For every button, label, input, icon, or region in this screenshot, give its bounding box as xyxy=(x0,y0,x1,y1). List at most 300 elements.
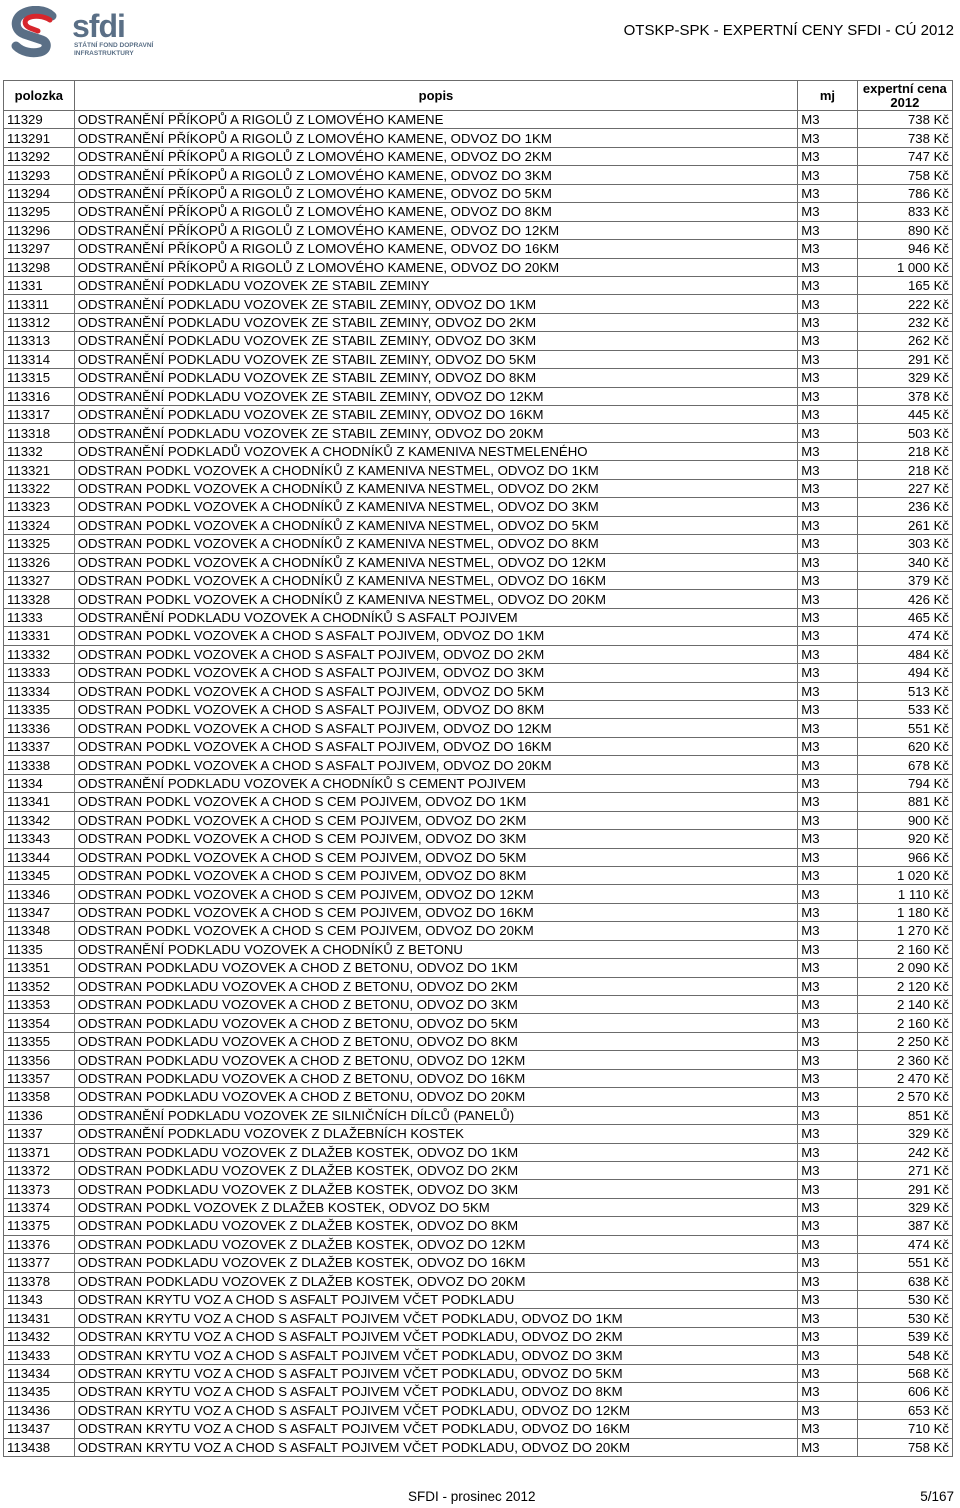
cell-price: 530 Kč xyxy=(857,1309,952,1327)
cell-desc: ODSTRAN PODKLADU VOZOVEK Z DLAŽEB KOSTEK, ODVOZ DO 16KM xyxy=(74,1254,798,1272)
cell-code: 113318 xyxy=(4,424,75,442)
cell-code: 113435 xyxy=(4,1383,75,1401)
cell-price: 218 Kč xyxy=(857,461,952,479)
cell-unit: M3 xyxy=(798,258,857,276)
table-row xyxy=(4,664,953,682)
table-row xyxy=(4,387,953,405)
cell-desc: ODSTRANĚNÍ PODKLADU VOZOVEK ZE STABIL ZEMINY, ODVOZ DO 16KM xyxy=(74,406,798,424)
cell-unit: M3 xyxy=(798,1143,857,1161)
cell-unit: M3 xyxy=(798,406,857,424)
cell-price: 1 180 Kč xyxy=(857,903,952,921)
table-row xyxy=(4,1106,953,1124)
cell-code: 113334 xyxy=(4,682,75,700)
cell-unit: M3 xyxy=(798,1106,857,1124)
cell-unit: M3 xyxy=(798,1254,857,1272)
table-row xyxy=(4,479,953,497)
cell-code: 113342 xyxy=(4,811,75,829)
cell-desc: ODSTRAN PODKL VOZOVEK A CHOD S CEM POJIVEM, ODVOZ DO 3KM xyxy=(74,830,798,848)
cell-price: 881 Kč xyxy=(857,793,952,811)
cell-code: 113332 xyxy=(4,645,75,663)
cell-code: 113373 xyxy=(4,1180,75,1198)
cell-code: 113331 xyxy=(4,627,75,645)
cell-code: 113348 xyxy=(4,922,75,940)
cell-unit: M3 xyxy=(798,830,857,848)
cell-price: 710 Kč xyxy=(857,1420,952,1438)
table-row xyxy=(4,1088,953,1106)
cell-price: 539 Kč xyxy=(857,1327,952,1345)
cell-price: 291 Kč xyxy=(857,1180,952,1198)
column-header-price-line1: expertní cena xyxy=(862,80,947,96)
price-table xyxy=(3,80,953,1457)
cell-unit: M3 xyxy=(798,1309,857,1327)
document-title: OTSKP-SPK - EXPERTNÍ CENY SFDI - CÚ 2012 xyxy=(623,22,954,39)
cell-desc: ODSTRAN PODKL VOZOVEK A CHOD S ASFALT POJIVEM, ODVOZ DO 3KM xyxy=(74,664,798,682)
table-row xyxy=(4,756,953,774)
cell-desc: ODSTRANĚNÍ PODKLADU VOZOVEK ZE STABIL ZEMINY, ODVOZ DO 20KM xyxy=(74,424,798,442)
cell-code: 113354 xyxy=(4,1014,75,1032)
cell-desc: ODSTRANĚNÍ PŘÍKOPŮ A RIGOLŮ Z LOMOVÉHO KAMENE, ODVOZ DO 5KM xyxy=(74,184,798,202)
cell-desc: ODSTRANĚNÍ PŘÍKOPŮ A RIGOLŮ Z LOMOVÉHO KAMENE, ODVOZ DO 8KM xyxy=(74,203,798,221)
cell-unit: M3 xyxy=(798,1125,857,1143)
cell-code: 113345 xyxy=(4,866,75,884)
cell-price: 445 Kč xyxy=(857,406,952,424)
cell-price: 794 Kč xyxy=(857,774,952,792)
table-row xyxy=(4,866,953,884)
cell-price: 465 Kč xyxy=(857,608,952,626)
cell-desc: ODSTRAN PODKL VOZOVEK A CHOD S ASFALT POJIVEM, ODVOZ DO 8KM xyxy=(74,701,798,719)
table-row xyxy=(4,1438,953,1456)
cell-desc: ODSTRAN PODKLADU VOZOVEK A CHOD Z BETONU, ODVOZ DO 16KM xyxy=(74,1069,798,1087)
cell-unit: M3 xyxy=(798,664,857,682)
cell-price: 900 Kč xyxy=(857,811,952,829)
cell-code: 113293 xyxy=(4,166,75,184)
table-row xyxy=(4,571,953,589)
cell-price: 851 Kč xyxy=(857,1106,952,1124)
cell-price: 262 Kč xyxy=(857,332,952,350)
cell-code: 113344 xyxy=(4,848,75,866)
cell-price: 2 090 Kč xyxy=(857,959,952,977)
table-row xyxy=(4,369,953,387)
table-row xyxy=(4,793,953,811)
cell-code: 113436 xyxy=(4,1401,75,1419)
cell-code: 11337 xyxy=(4,1125,75,1143)
cell-price: 227 Kč xyxy=(857,479,952,497)
cell-unit: M3 xyxy=(798,369,857,387)
cell-unit: M3 xyxy=(798,1346,857,1364)
cell-desc: ODSTRAN KRYTU VOZ A CHOD S ASFALT POJIVEM VČET PODKLADU xyxy=(74,1291,798,1309)
table-row xyxy=(4,1346,953,1364)
cell-code: 11335 xyxy=(4,940,75,958)
cell-price: 548 Kč xyxy=(857,1346,952,1364)
cell-price: 291 Kč xyxy=(857,350,952,368)
cell-code: 113315 xyxy=(4,369,75,387)
cell-desc: ODSTRAN PODKL VOZOVEK A CHOD S CEM POJIVEM, ODVOZ DO 12KM xyxy=(74,885,798,903)
cell-desc: ODSTRAN PODKL VOZOVEK A CHOD S ASFALT POJIVEM, ODVOZ DO 20KM xyxy=(74,756,798,774)
cell-desc: ODSTRANĚNÍ PODKLADU VOZOVEK A CHODNÍKŮ S ASFALT POJIVEM xyxy=(74,608,798,626)
cell-code: 113338 xyxy=(4,756,75,774)
cell-desc: ODSTRAN PODKL VOZOVEK A CHOD S ASFALT POJIVEM, ODVOZ DO 2KM xyxy=(74,645,798,663)
cell-desc: ODSTRANĚNÍ PŘÍKOPŮ A RIGOLŮ Z LOMOVÉHO KAMENE, ODVOZ DO 16KM xyxy=(74,240,798,258)
cell-code: 113295 xyxy=(4,203,75,221)
cell-unit: M3 xyxy=(798,866,857,884)
table-row xyxy=(4,830,953,848)
cell-price: 758 Kč xyxy=(857,166,952,184)
cell-code: 113324 xyxy=(4,516,75,534)
cell-desc: ODSTRAN PODKL VOZOVEK A CHOD S CEM POJIVEM, ODVOZ DO 1KM xyxy=(74,793,798,811)
table-row xyxy=(4,1217,953,1235)
sfdi-logo xyxy=(8,6,168,62)
cell-price: 606 Kč xyxy=(857,1383,952,1401)
cell-price: 2 160 Kč xyxy=(857,1014,952,1032)
table-row xyxy=(4,221,953,239)
table-row xyxy=(4,940,953,958)
cell-desc: ODSTRANĚNÍ PODKLADU VOZOVEK ZE STABIL ZEMINY, ODVOZ DO 1KM xyxy=(74,295,798,313)
cell-code: 113357 xyxy=(4,1069,75,1087)
cell-desc: ODSTRAN PODKLADU VOZOVEK Z DLAŽEB KOSTEK, ODVOZ DO 2KM xyxy=(74,1161,798,1179)
cell-code: 11334 xyxy=(4,774,75,792)
table-row xyxy=(4,1309,953,1327)
cell-price: 218 Kč xyxy=(857,442,952,460)
table-row xyxy=(4,111,953,129)
cell-code: 113341 xyxy=(4,793,75,811)
cell-code: 113333 xyxy=(4,664,75,682)
cell-desc: ODSTRAN KRYTU VOZ A CHOD S ASFALT POJIVEM VČET PODKLADU, ODVOZ DO 1KM xyxy=(74,1309,798,1327)
cell-price: 165 Kč xyxy=(857,276,952,294)
cell-code: 113296 xyxy=(4,221,75,239)
table-header xyxy=(4,81,953,111)
cell-unit: M3 xyxy=(798,682,857,700)
cell-code: 113326 xyxy=(4,553,75,571)
cell-code: 113434 xyxy=(4,1364,75,1382)
cell-unit: M3 xyxy=(798,387,857,405)
cell-desc: ODSTRANĚNÍ PODKLADU VOZOVEK ZE STABIL ZEMINY, ODVOZ DO 3KM xyxy=(74,332,798,350)
table-row xyxy=(4,424,953,442)
table-row xyxy=(4,848,953,866)
cell-unit: M3 xyxy=(798,645,857,663)
cell-unit: M3 xyxy=(798,571,857,589)
cell-code: 113311 xyxy=(4,295,75,313)
table-row xyxy=(4,276,953,294)
table-row xyxy=(4,996,953,1014)
cell-desc: ODSTRAN PODKLADU VOZOVEK A CHOD Z BETONU, ODVOZ DO 8KM xyxy=(74,1032,798,1050)
cell-price: 222 Kč xyxy=(857,295,952,313)
cell-desc: ODSTRAN PODKL VOZOVEK A CHODNÍKŮ Z KAMENIVA NESTMEL, ODVOZ DO 1KM xyxy=(74,461,798,479)
cell-unit: M3 xyxy=(798,553,857,571)
table-row xyxy=(4,645,953,663)
cell-code: 113325 xyxy=(4,535,75,553)
cell-code: 113346 xyxy=(4,885,75,903)
table-body xyxy=(4,111,953,1457)
table-row xyxy=(4,295,953,313)
cell-desc: ODSTRANĚNÍ PODKLADU VOZOVEK A CHODNÍKŮ Z BETONU xyxy=(74,940,798,958)
cell-desc: ODSTRANĚNÍ PŘÍKOPŮ A RIGOLŮ Z LOMOVÉHO KAMENE, ODVOZ DO 2KM xyxy=(74,147,798,165)
cell-desc: ODSTRANĚNÍ PŘÍKOPŮ A RIGOLŮ Z LOMOVÉHO KAMENE, ODVOZ DO 12KM xyxy=(74,221,798,239)
cell-desc: ODSTRAN PODKLADU VOZOVEK A CHOD Z BETONU, ODVOZ DO 20KM xyxy=(74,1088,798,1106)
column-header-code: polozka xyxy=(4,81,75,111)
table-row xyxy=(4,1161,953,1179)
cell-price: 1 020 Kč xyxy=(857,866,952,884)
cell-unit: M3 xyxy=(798,1198,857,1216)
table-row xyxy=(4,737,953,755)
cell-price: 340 Kč xyxy=(857,553,952,571)
cell-price: 758 Kč xyxy=(857,1438,952,1456)
cell-unit: M3 xyxy=(798,1401,857,1419)
cell-price: 2 470 Kč xyxy=(857,1069,952,1087)
table-row xyxy=(4,406,953,424)
cell-code: 113323 xyxy=(4,498,75,516)
cell-price: 379 Kč xyxy=(857,571,952,589)
cell-desc: ODSTRAN PODKLADU VOZOVEK A CHOD Z BETONU, ODVOZ DO 12KM xyxy=(74,1051,798,1069)
cell-unit: M3 xyxy=(798,922,857,940)
cell-desc: ODSTRAN PODKLADU VOZOVEK Z DLAŽEB KOSTEK, ODVOZ DO 1KM xyxy=(74,1143,798,1161)
cell-price: 503 Kč xyxy=(857,424,952,442)
cell-desc: ODSTRAN PODKL VOZOVEK A CHOD S ASFALT POJIVEM, ODVOZ DO 16KM xyxy=(74,737,798,755)
cell-price: 261 Kč xyxy=(857,516,952,534)
table-row xyxy=(4,1180,953,1198)
cell-code: 113433 xyxy=(4,1346,75,1364)
cell-desc: ODSTRANĚNÍ PŘÍKOPŮ A RIGOLŮ Z LOMOVÉHO KAMENE, ODVOZ DO 1KM xyxy=(74,129,798,147)
cell-price: 530 Kč xyxy=(857,1291,952,1309)
cell-unit: M3 xyxy=(798,1291,857,1309)
cell-code: 113312 xyxy=(4,313,75,331)
cell-desc: ODSTRANĚNÍ PODKLADU VOZOVEK ZE STABIL ZEMINY, ODVOZ DO 5KM xyxy=(74,350,798,368)
cell-desc: ODSTRAN PODKL VOZOVEK Z DLAŽEB KOSTEK, ODVOZ DO 5KM xyxy=(74,1198,798,1216)
cell-price: 833 Kč xyxy=(857,203,952,221)
table-row xyxy=(4,1235,953,1253)
table-row xyxy=(4,977,953,995)
cell-price: 620 Kč xyxy=(857,737,952,755)
table-row xyxy=(4,498,953,516)
cell-price: 329 Kč xyxy=(857,1125,952,1143)
cell-code: 113291 xyxy=(4,129,75,147)
cell-price: 1 110 Kč xyxy=(857,885,952,903)
cell-unit: M3 xyxy=(798,608,857,626)
table-row xyxy=(4,553,953,571)
cell-code: 11336 xyxy=(4,1106,75,1124)
cell-unit: M3 xyxy=(798,885,857,903)
cell-desc: ODSTRAN PODKL VOZOVEK A CHODNÍKŮ Z KAMENIVA NESTMEL, ODVOZ DO 20KM xyxy=(74,590,798,608)
cell-code: 11343 xyxy=(4,1291,75,1309)
cell-desc: ODSTRAN PODKL VOZOVEK A CHOD S CEM POJIVEM, ODVOZ DO 16KM xyxy=(74,903,798,921)
cell-code: 113297 xyxy=(4,240,75,258)
table-row xyxy=(4,1014,953,1032)
cell-code: 113378 xyxy=(4,1272,75,1290)
cell-code: 113432 xyxy=(4,1327,75,1345)
cell-unit: M3 xyxy=(798,1438,857,1456)
cell-desc: ODSTRAN PODKL VOZOVEK A CHOD S ASFALT POJIVEM, ODVOZ DO 12KM xyxy=(74,719,798,737)
cell-code: 113431 xyxy=(4,1309,75,1327)
cell-code: 113352 xyxy=(4,977,75,995)
cell-price: 494 Kč xyxy=(857,664,952,682)
cell-code: 113358 xyxy=(4,1088,75,1106)
table-row xyxy=(4,1051,953,1069)
cell-unit: M3 xyxy=(798,203,857,221)
cell-desc: ODSTRANĚNÍ PODKLADU VOZOVEK Z DLAŽEBNÍCH KOSTEK xyxy=(74,1125,798,1143)
table-row xyxy=(4,147,953,165)
cell-price: 232 Kč xyxy=(857,313,952,331)
table-row xyxy=(4,682,953,700)
cell-code: 113356 xyxy=(4,1051,75,1069)
cell-desc: ODSTRAN PODKL VOZOVEK A CHOD S CEM POJIVEM, ODVOZ DO 8KM xyxy=(74,866,798,884)
cell-desc: ODSTRANĚNÍ PODKLADŮ VOZOVEK A CHODNÍKŮ Z KAMENIVA NESTMELENÉHO xyxy=(74,442,798,460)
cell-unit: M3 xyxy=(798,848,857,866)
cell-unit: M3 xyxy=(798,627,857,645)
cell-unit: M3 xyxy=(798,1364,857,1382)
cell-price: 329 Kč xyxy=(857,369,952,387)
cell-price: 329 Kč xyxy=(857,1198,952,1216)
table-row xyxy=(4,1032,953,1050)
cell-desc: ODSTRANĚNÍ PODKLADU VOZOVEK ZE SILNIČNÍCH DÍLCŮ (PANELŮ) xyxy=(74,1106,798,1124)
table-row xyxy=(4,811,953,829)
cell-code: 113292 xyxy=(4,147,75,165)
table-row xyxy=(4,1383,953,1401)
cell-code: 113317 xyxy=(4,406,75,424)
cell-unit: M3 xyxy=(798,959,857,977)
cell-price: 890 Kč xyxy=(857,221,952,239)
cell-desc: ODSTRAN PODKL VOZOVEK A CHOD S CEM POJIVEM, ODVOZ DO 5KM xyxy=(74,848,798,866)
cell-price: 1 270 Kč xyxy=(857,922,952,940)
cell-code: 113343 xyxy=(4,830,75,848)
cell-unit: M3 xyxy=(798,701,857,719)
cell-desc: ODSTRAN KRYTU VOZ A CHOD S ASFALT POJIVEM VČET PODKLADU, ODVOZ DO 8KM xyxy=(74,1383,798,1401)
cell-price: 303 Kč xyxy=(857,535,952,553)
column-header-price xyxy=(857,81,952,111)
cell-desc: ODSTRAN PODKL VOZOVEK A CHOD S ASFALT POJIVEM, ODVOZ DO 5KM xyxy=(74,682,798,700)
cell-unit: M3 xyxy=(798,424,857,442)
table-row xyxy=(4,442,953,460)
table-row xyxy=(4,1125,953,1143)
cell-price: 946 Kč xyxy=(857,240,952,258)
cell-price: 738 Kč xyxy=(857,111,952,129)
cell-desc: ODSTRAN PODKLADU VOZOVEK Z DLAŽEB KOSTEK, ODVOZ DO 12KM xyxy=(74,1235,798,1253)
cell-unit: M3 xyxy=(798,793,857,811)
cell-code: 113351 xyxy=(4,959,75,977)
cell-price: 2 160 Kč xyxy=(857,940,952,958)
cell-price: 426 Kč xyxy=(857,590,952,608)
cell-code: 11331 xyxy=(4,276,75,294)
cell-unit: M3 xyxy=(798,590,857,608)
logo-subtitle: STÁTNÍ FOND DOPRAVNÍ INFRASTRUKTURY xyxy=(74,42,154,57)
cell-unit: M3 xyxy=(798,774,857,792)
cell-price: 2 120 Kč xyxy=(857,977,952,995)
table-row xyxy=(4,184,953,202)
cell-code: 113374 xyxy=(4,1198,75,1216)
cell-unit: M3 xyxy=(798,1217,857,1235)
cell-unit: M3 xyxy=(798,903,857,921)
table-row xyxy=(4,203,953,221)
cell-price: 653 Kč xyxy=(857,1401,952,1419)
column-header-unit: mj xyxy=(798,81,857,111)
cell-unit: M3 xyxy=(798,313,857,331)
cell-code: 113376 xyxy=(4,1235,75,1253)
table-row xyxy=(4,535,953,553)
cell-price: 747 Kč xyxy=(857,147,952,165)
table-row xyxy=(4,590,953,608)
cell-code: 113327 xyxy=(4,571,75,589)
cell-price: 236 Kč xyxy=(857,498,952,516)
cell-code: 113375 xyxy=(4,1217,75,1235)
cell-desc: ODSTRAN PODKL VOZOVEK A CHODNÍKŮ Z KAMENIVA NESTMEL, ODVOZ DO 16KM xyxy=(74,571,798,589)
cell-code: 113347 xyxy=(4,903,75,921)
cell-desc: ODSTRAN PODKL VOZOVEK A CHODNÍKŮ Z KAMENIVA NESTMEL, ODVOZ DO 12KM xyxy=(74,553,798,571)
cell-unit: M3 xyxy=(798,498,857,516)
cell-code: 113322 xyxy=(4,479,75,497)
table-row xyxy=(4,1291,953,1309)
cell-unit: M3 xyxy=(798,1032,857,1050)
cell-unit: M3 xyxy=(798,977,857,995)
cell-desc: ODSTRAN KRYTU VOZ A CHOD S ASFALT POJIVEM VČET PODKLADU, ODVOZ DO 16KM xyxy=(74,1420,798,1438)
cell-price: 2 140 Kč xyxy=(857,996,952,1014)
table-row xyxy=(4,240,953,258)
cell-desc: ODSTRAN PODKL VOZOVEK A CHOD S CEM POJIVEM, ODVOZ DO 2KM xyxy=(74,811,798,829)
cell-price: 271 Kč xyxy=(857,1161,952,1179)
cell-unit: M3 xyxy=(798,940,857,958)
cell-price: 551 Kč xyxy=(857,1254,952,1272)
cell-code: 113371 xyxy=(4,1143,75,1161)
cell-desc: ODSTRANĚNÍ PŘÍKOPŮ A RIGOLŮ Z LOMOVÉHO KAMENE, ODVOZ DO 20KM xyxy=(74,258,798,276)
cell-desc: ODSTRANĚNÍ PODKLADU VOZOVEK ZE STABIL ZEMINY, ODVOZ DO 8KM xyxy=(74,369,798,387)
column-header-desc: popis xyxy=(74,81,798,111)
table-row xyxy=(4,959,953,977)
cell-price: 2 250 Kč xyxy=(857,1032,952,1050)
table-row xyxy=(4,701,953,719)
cell-price: 387 Kč xyxy=(857,1217,952,1235)
cell-code: 113335 xyxy=(4,701,75,719)
cell-desc: ODSTRAN KRYTU VOZ A CHOD S ASFALT POJIVEM VČET PODKLADU, ODVOZ DO 12KM xyxy=(74,1401,798,1419)
cell-code: 113336 xyxy=(4,719,75,737)
table-row xyxy=(4,885,953,903)
cell-unit: M3 xyxy=(798,350,857,368)
cell-code: 113316 xyxy=(4,387,75,405)
cell-desc: ODSTRAN PODKLADU VOZOVEK A CHOD Z BETONU, ODVOZ DO 3KM xyxy=(74,996,798,1014)
table-row xyxy=(4,1327,953,1345)
cell-desc: ODSTRAN PODKLADU VOZOVEK Z DLAŽEB KOSTEK, ODVOZ DO 8KM xyxy=(74,1217,798,1235)
cell-unit: M3 xyxy=(798,1235,857,1253)
cell-price: 513 Kč xyxy=(857,682,952,700)
cell-price: 678 Kč xyxy=(857,756,952,774)
cell-desc: ODSTRAN KRYTU VOZ A CHOD S ASFALT POJIVEM VČET PODKLADU, ODVOZ DO 20KM xyxy=(74,1438,798,1456)
table-row xyxy=(4,1254,953,1272)
cell-code: 113437 xyxy=(4,1420,75,1438)
cell-code: 113377 xyxy=(4,1254,75,1272)
cell-unit: M3 xyxy=(798,1272,857,1290)
cell-code: 113294 xyxy=(4,184,75,202)
cell-desc: ODSTRAN PODKL VOZOVEK A CHODNÍKŮ Z KAMENIVA NESTMEL, ODVOZ DO 2KM xyxy=(74,479,798,497)
cell-code: 11332 xyxy=(4,442,75,460)
cell-unit: M3 xyxy=(798,184,857,202)
table-row xyxy=(4,313,953,331)
cell-price: 568 Kč xyxy=(857,1364,952,1382)
cell-unit: M3 xyxy=(798,1180,857,1198)
cell-desc: ODSTRANĚNÍ PŘÍKOPŮ A RIGOLŮ Z LOMOVÉHO KAMENE xyxy=(74,111,798,129)
cell-unit: M3 xyxy=(798,479,857,497)
cell-unit: M3 xyxy=(798,535,857,553)
table-row xyxy=(4,1143,953,1161)
cell-code: 113438 xyxy=(4,1438,75,1456)
cell-price: 533 Kč xyxy=(857,701,952,719)
cell-desc: ODSTRAN PODKLADU VOZOVEK A CHOD Z BETONU, ODVOZ DO 5KM xyxy=(74,1014,798,1032)
table-row xyxy=(4,922,953,940)
cell-desc: ODSTRAN PODKLADU VOZOVEK Z DLAŽEB KOSTEK, ODVOZ DO 3KM xyxy=(74,1180,798,1198)
cell-unit: M3 xyxy=(798,1420,857,1438)
cell-desc: ODSTRAN KRYTU VOZ A CHOD S ASFALT POJIVEM VČET PODKLADU, ODVOZ DO 2KM xyxy=(74,1327,798,1345)
cell-unit: M3 xyxy=(798,756,857,774)
cell-code: 11329 xyxy=(4,111,75,129)
cell-unit: M3 xyxy=(798,1161,857,1179)
cell-unit: M3 xyxy=(798,1069,857,1087)
cell-code: 11333 xyxy=(4,608,75,626)
cell-unit: M3 xyxy=(798,111,857,129)
